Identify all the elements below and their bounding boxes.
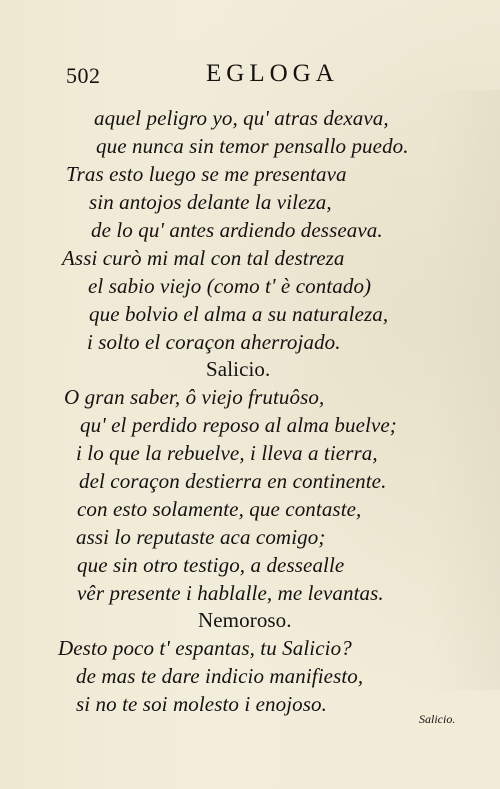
- verse-line: sin antojos delante la vileza,: [89, 190, 332, 214]
- catchword: Salicio.: [419, 712, 456, 726]
- verse-line: O gran saber, ô viejo frutuôso,: [64, 385, 325, 409]
- verse-line: Assi curò mi mal con tal destreza: [62, 246, 345, 270]
- verse-line: si no te soi molesto i enojoso.: [76, 692, 328, 716]
- verse-line: Tras esto luego se me presentava: [66, 162, 347, 186]
- verse-line: aquel peligro yo, qu' atras dexava,: [94, 106, 389, 130]
- verse-line: del coraçon destierra en continente.: [79, 469, 387, 493]
- verse-line: de lo qu' antes ardiendo desseava.: [91, 218, 383, 242]
- verse-line: el sabio viejo (como t' è contado): [88, 274, 372, 298]
- verse-line: que sin otro testigo, a dessealle: [77, 553, 345, 577]
- verse-line: vêr presente i hablalle, me levantas.: [77, 581, 384, 605]
- speaker-heading-nemoroso: Nemoroso.: [198, 608, 292, 632]
- speaker-heading-salicio: Salicio.: [206, 357, 271, 381]
- verse-line: Desto poco t' espantas, tu Salicio?: [58, 636, 352, 660]
- verse-line: i solto el coraçon aherrojado.: [87, 330, 341, 354]
- show-through-shadow: [430, 90, 500, 690]
- running-head: EGLOGA: [206, 60, 339, 87]
- verse-line: de mas te dare indicio manifiesto,: [76, 664, 364, 688]
- verse-line: que nunca sin temor pensallo puedo.: [96, 134, 409, 158]
- verse-line: i lo que la rebuelve, i lleva a tierra,: [76, 441, 378, 465]
- page-number: 502: [66, 63, 101, 88]
- verse-line: qu' el perdido reposo al alma buelve;: [80, 413, 397, 437]
- verse-line: que bolvio el alma a su naturaleza,: [89, 302, 389, 326]
- verse-line: assi lo reputaste aca comigo;: [76, 525, 326, 549]
- verse-line: con esto solamente, que contaste,: [77, 497, 362, 521]
